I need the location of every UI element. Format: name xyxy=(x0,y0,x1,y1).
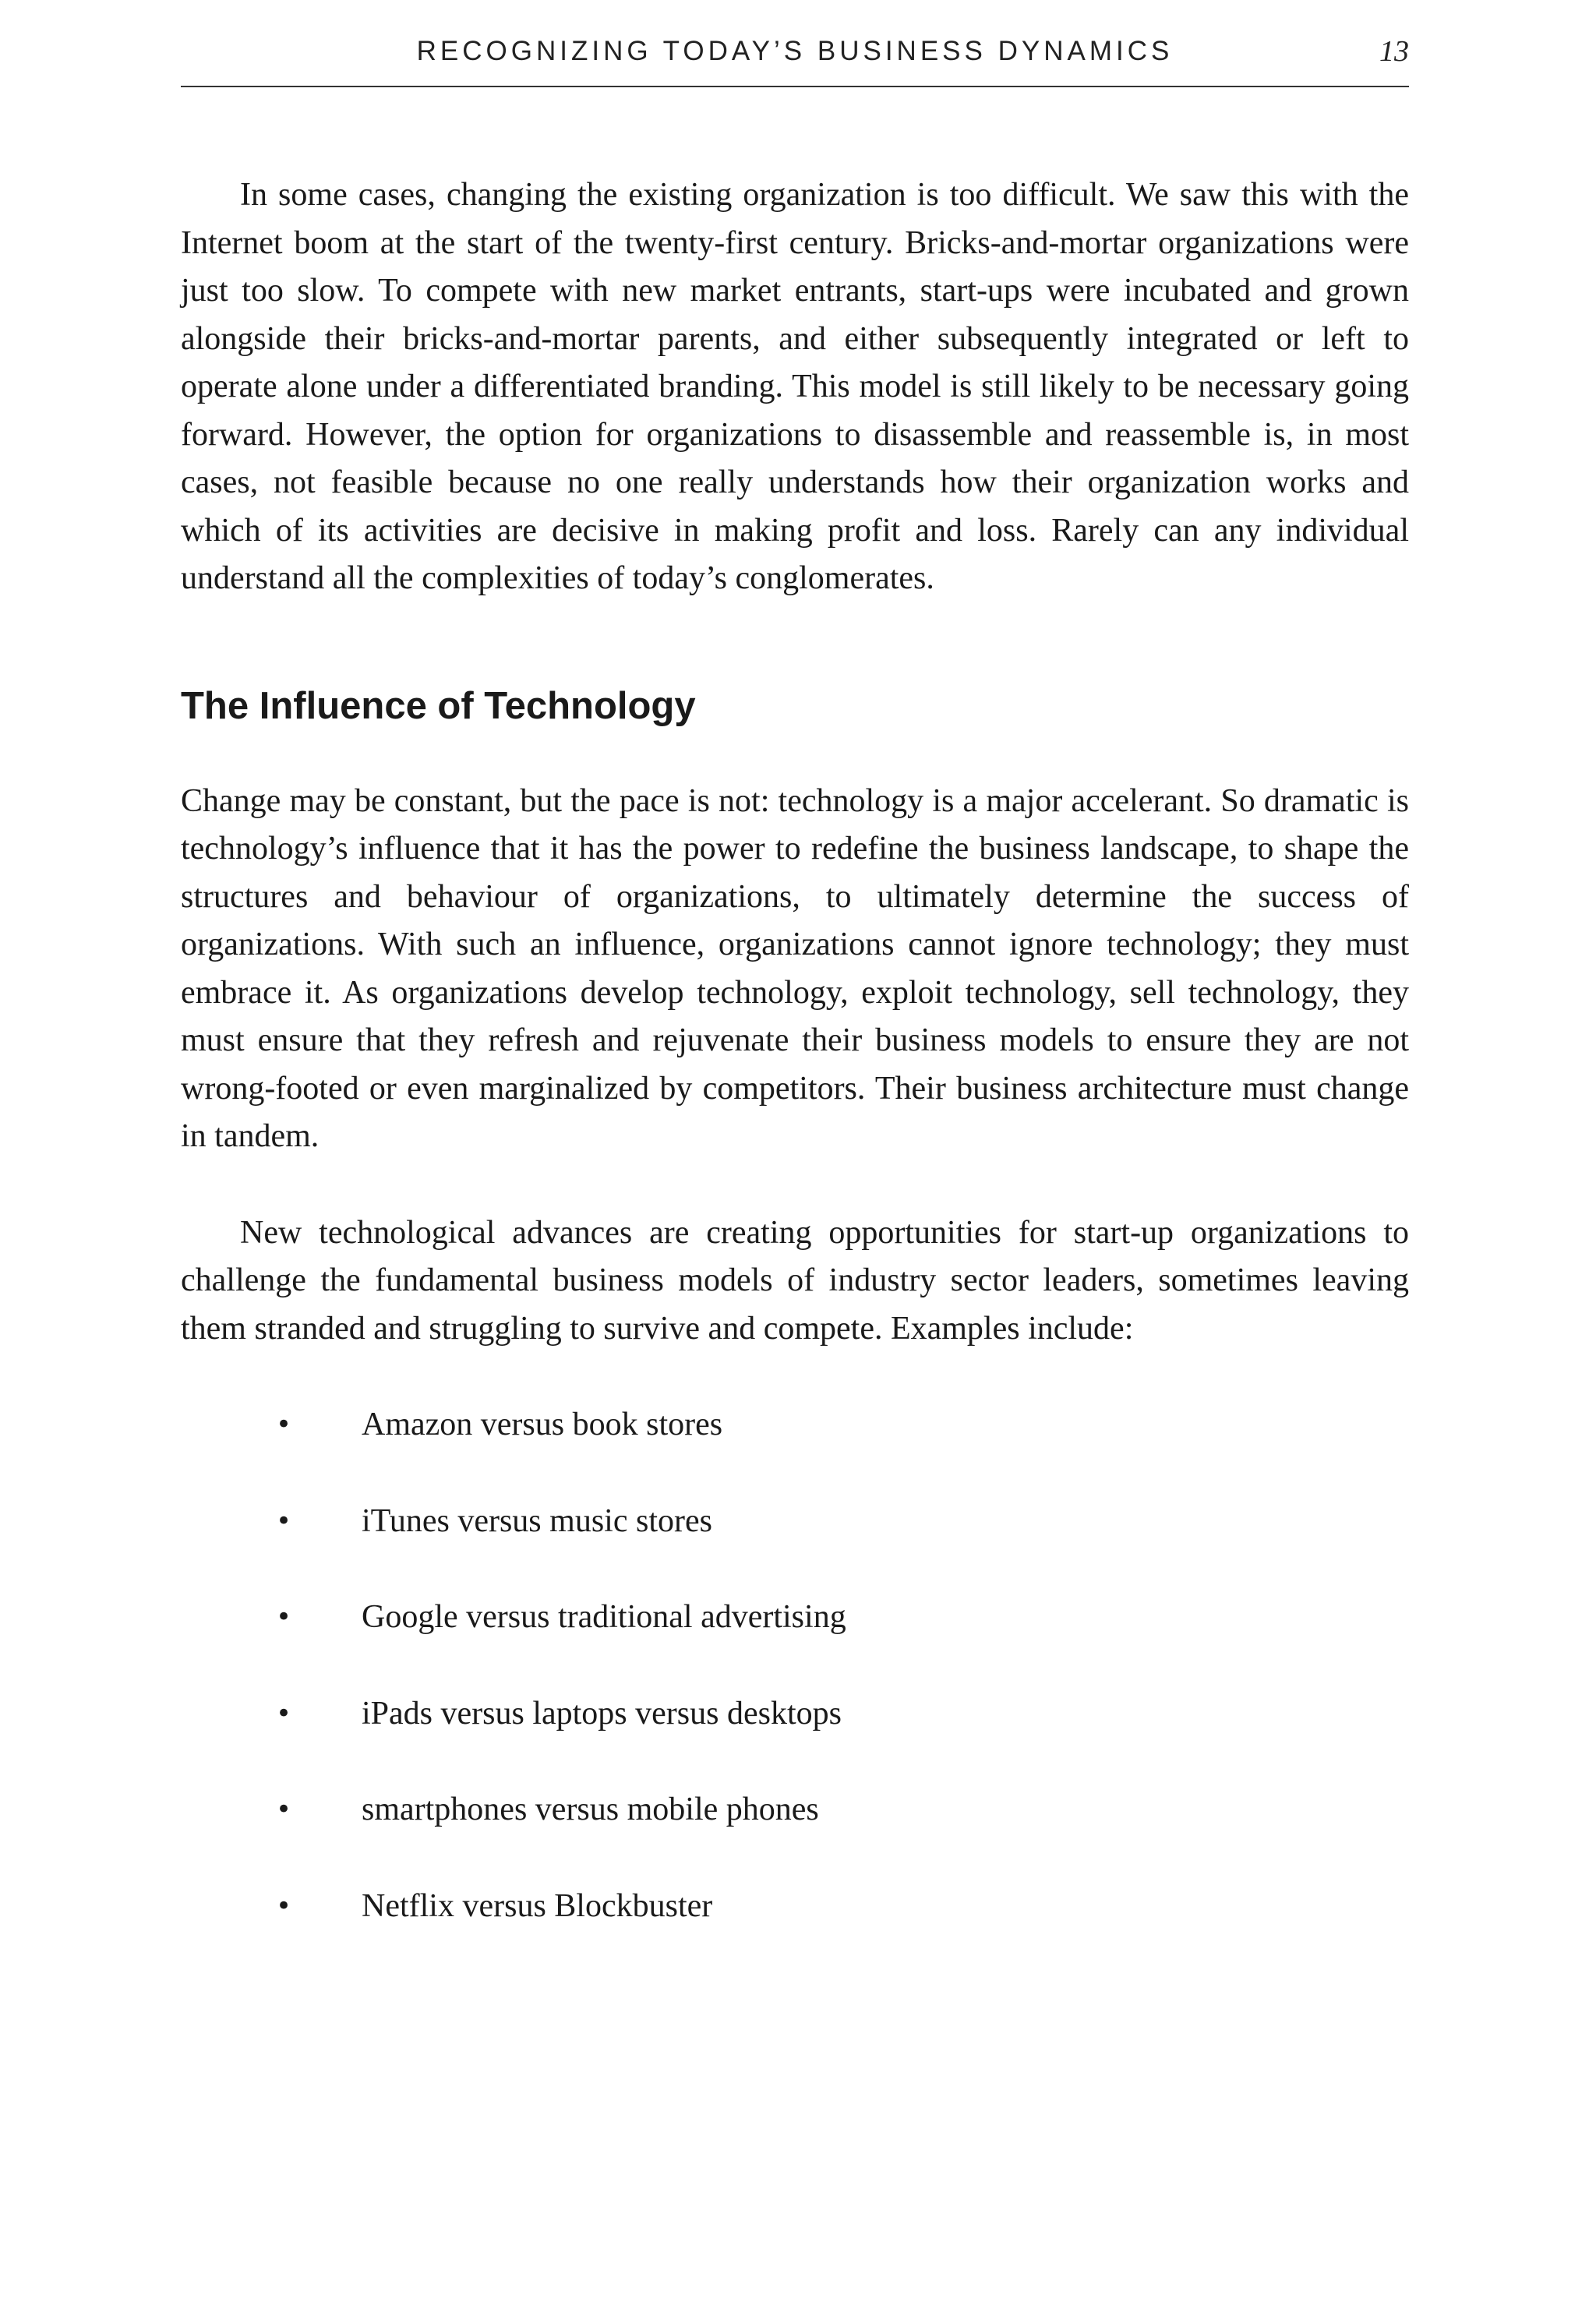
page-body xyxy=(181,171,1409,1979)
list-item-text: iPads versus laptops versus desktops xyxy=(362,1695,842,1732)
list-item-text: smartphones versus mobile phones xyxy=(362,1792,819,1827)
list-item xyxy=(181,1498,1409,1546)
list-item xyxy=(181,1594,1409,1642)
section-heading: The Influence of Technology xyxy=(181,684,696,727)
running-header xyxy=(181,30,1409,87)
bullet-icon: • xyxy=(276,1409,292,1440)
paragraph-technological-advances: New technological advances are creating opportunities for start-up organizations to challenge the fundamental business models of industry sector leaders, sometimes leaving them stranded and struggling to survive and compete. Examples include: xyxy=(181,1214,1409,1347)
list-item-text: iTunes versus music stores xyxy=(362,1502,712,1539)
paragraph-technology-influence: Change may be constant, but the pace is not: technology is a major accelerant. So dramatic is technology’s influence that it has the power to redefine the business landscape, to shape the structures and behaviour of organizations, to ultimately determine the success of organizations. With such an influence, organizations cannot ignore technology; they must embrace it. As organizations develop technology, exploit technology, sell technology, they must ensure that they refresh and rejuvenate their business models to ensure they are not wrong-footed or even marginalized by competitors. Their business architecture must change in tandem. xyxy=(181,782,1409,1154)
page-number: 13 xyxy=(1379,35,1409,68)
list-item xyxy=(181,1883,1409,1931)
examples-list xyxy=(181,1401,1409,1930)
list-item-text: Google versus traditional advertising xyxy=(362,1599,846,1635)
paragraph-startups: In some cases, changing the existing organization is too difficult. We saw this with the Internet boom at the start of the twenty-first century. Bricks-and-mortar organizations were just too slow. To compete with new market entrants, start-ups were incubated and grown alongside their bricks-and-mortar parents, and either subsequently integrated or left to operate alone under a differentiated branding. This model is still likely to be necessary going forward. However, the option for organizations to disassemble and reassemble is, in most cases, not feasible because no one really understands how their organization works and which of its activities are decisive in making profit and loss. Rarely can any individual understand all the complexities of today’s conglomerates. xyxy=(181,177,1409,596)
list-item-text: Amazon versus book stores xyxy=(362,1407,723,1442)
bullet-icon: • xyxy=(276,1890,292,1922)
bullet-icon: • xyxy=(276,1505,292,1537)
bullet-icon: • xyxy=(276,1697,292,1729)
bullet-icon: • xyxy=(276,1601,292,1633)
running-title: RECOGNIZING TODAY’S BUSINESS DYNAMICS xyxy=(416,36,1174,66)
list-item xyxy=(181,1786,1409,1834)
list-item xyxy=(181,1690,1409,1739)
bullet-icon: • xyxy=(276,1794,292,1825)
list-item xyxy=(181,1401,1409,1449)
list-item-text: Netflix versus Blockbuster xyxy=(362,1887,713,1924)
